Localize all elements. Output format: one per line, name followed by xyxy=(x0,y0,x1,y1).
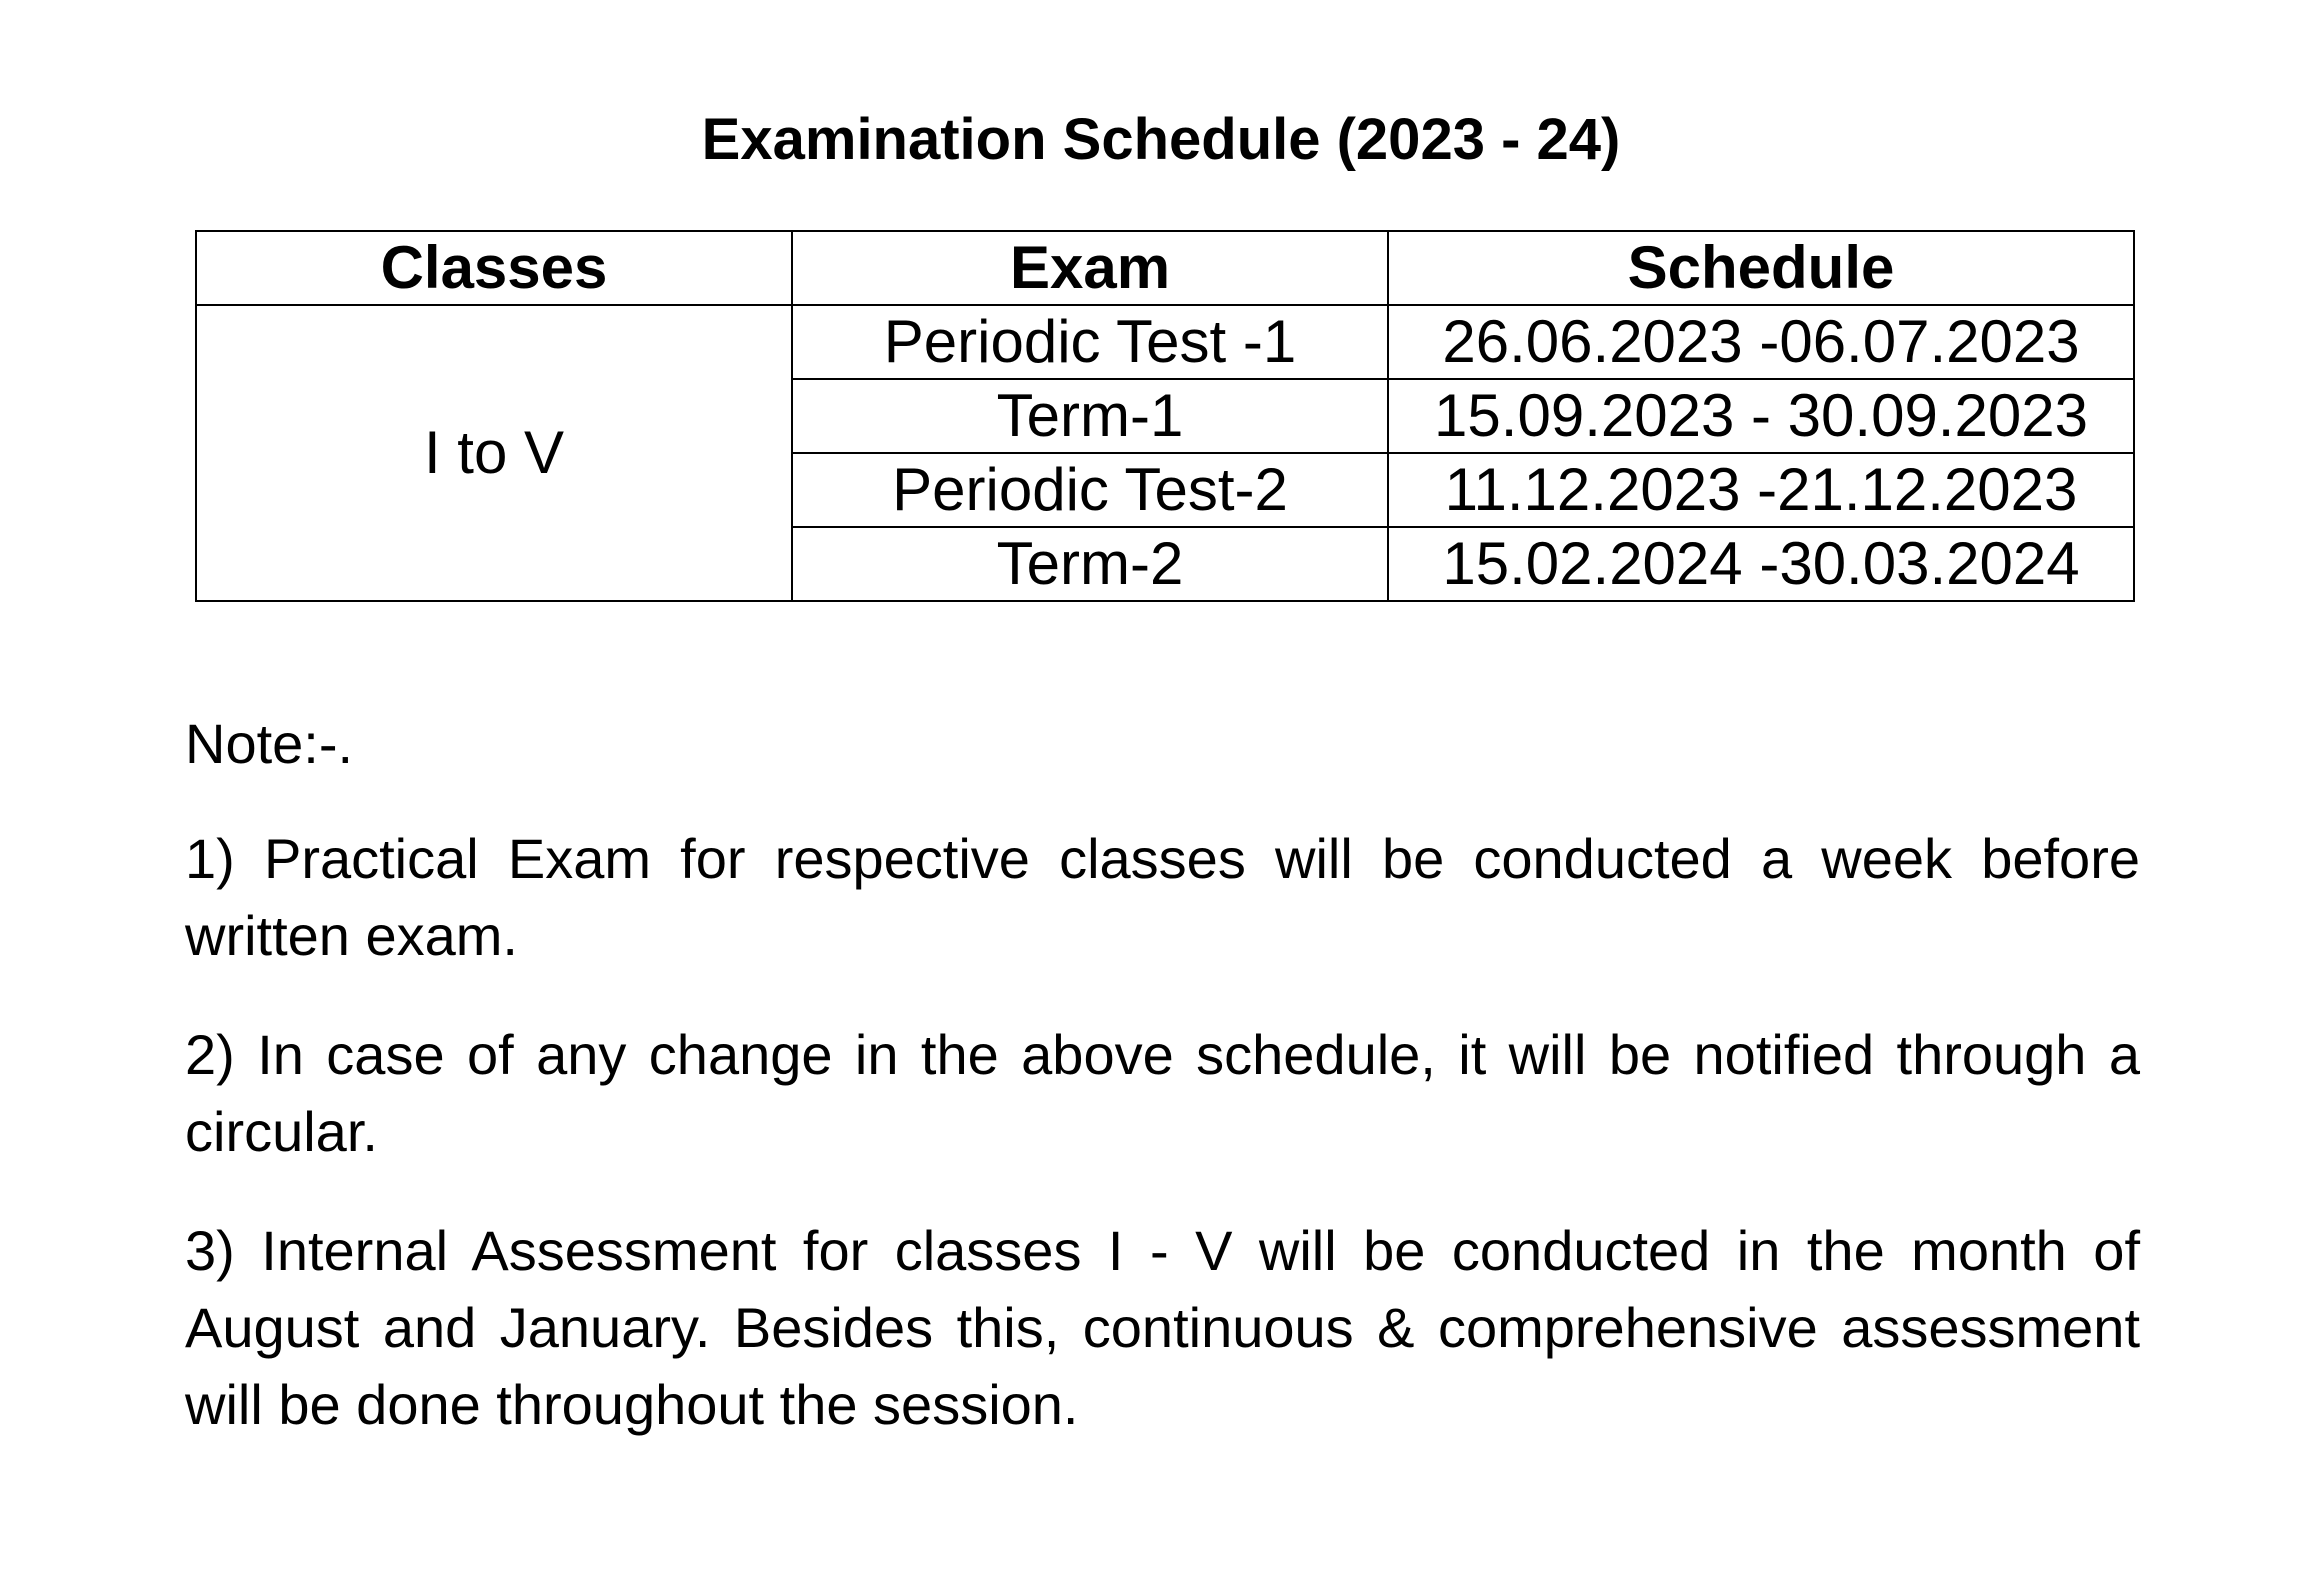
page-title: Examination Schedule (2023 - 24) xyxy=(701,107,1621,172)
header-exam: Exam xyxy=(792,231,1388,305)
header-classes: Classes xyxy=(196,231,792,305)
notes-heading: Note:-. xyxy=(185,712,354,775)
schedule-cell: 15.09.2023 - 30.09.2023 xyxy=(1388,379,2134,453)
exam-cell: Term-2 xyxy=(792,527,1388,601)
class-group-cell: I to V xyxy=(196,305,792,601)
exam-cell: Periodic Test -1 xyxy=(792,305,1388,379)
exam-cell: Periodic Test-2 xyxy=(792,453,1388,527)
schedule-cell: 11.12.2023 -21.12.2023 xyxy=(1388,453,2134,527)
note-item-3: 3) Internal Assessment for classes I - V will be conducted in the month of August and January. Besides this, continuous & comprehensive assessment will be done throughout the session. xyxy=(185,1219,2140,1436)
table-header-row xyxy=(196,231,2134,305)
schedule-cell: 15.02.2024 -30.03.2024 xyxy=(1388,527,2134,601)
exam-schedule-table xyxy=(195,230,2135,602)
note-item-1: 1) Practical Exam for respective classes will be conducted a week before written exam. xyxy=(185,827,2140,967)
table-row xyxy=(196,305,2134,379)
note-item-2: 2) In case of any change in the above schedule, it will be notified through a circular. xyxy=(185,1023,2140,1163)
notes-section xyxy=(185,705,2140,1485)
header-schedule: Schedule xyxy=(1388,231,2134,305)
exam-cell: Term-1 xyxy=(792,379,1388,453)
schedule-cell: 26.06.2023 -06.07.2023 xyxy=(1388,305,2134,379)
